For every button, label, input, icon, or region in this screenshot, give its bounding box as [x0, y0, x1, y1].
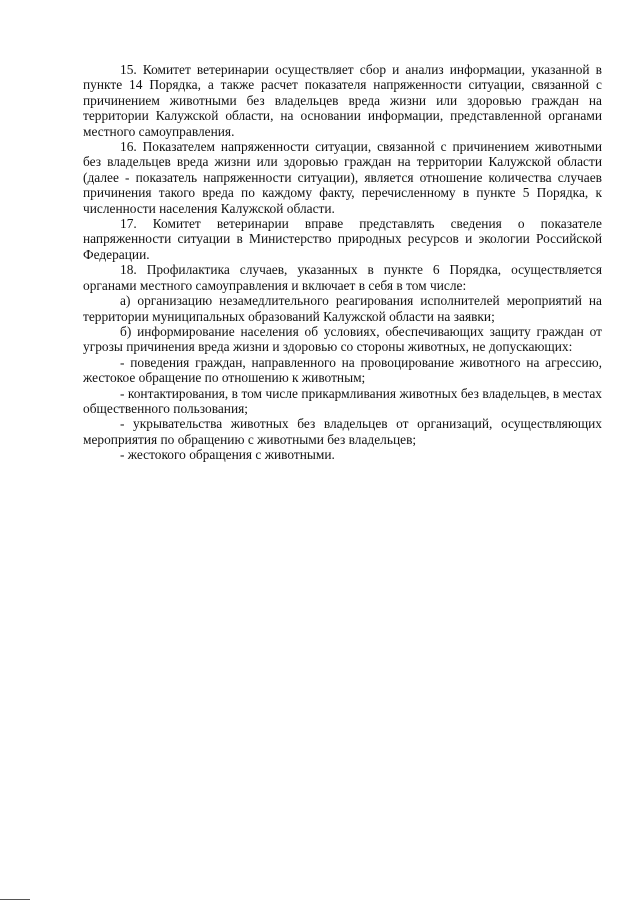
page-edge-mark [0, 899, 30, 900]
paragraph-15: 15. Комитет ветеринарии осуществляет сбор и анализ информации, указанной в пункте 14 Порядка, а также расчет показателя напряженности ситуации, связанной с причинением животными без владельцев вреда жизни или здоровью граждан на территории Калужской области, на основании информации, представленной органами местного самоуправления. [83, 62, 602, 139]
list-item-a: а) организацию незамедлительного реагирования исполнителей мероприятий на территории муниципальных образований Калужской области на заявки; [83, 293, 602, 324]
dash-item-cruelty: - жестокого обращения с животными. [120, 447, 335, 463]
paragraph-18: 18. Профилактика случаев, указанных в пункте 6 Порядка, осуществляется органами местного самоуправления и включает в себя в том числе: [83, 262, 602, 293]
dash-item-harboring: - укрывательства животных без владельцев от организаций, осуществляющих мероприятия по обращению с животными без владельцев; [83, 416, 602, 447]
paragraph-16: 16. Показателем напряженности ситуации, связанной с причинением животными без владельцев вреда жизни или здоровью граждан на территории Калужской области (далее - показатель напряженности ситуации), является отношение количества случаев причинения такого вреда по каждому факту, перечисленному в пункте 5 Порядка, к численности населения Калужской области. [83, 139, 602, 216]
document-body [83, 62, 602, 463]
paragraph-17: 17. Комитет ветеринарии вправе представлять сведения о показателе напряженности ситуации в Министерство природных ресурсов и экологии Российской Федерации. [83, 216, 602, 262]
dash-item-behavior: - поведения граждан, направленного на провоцирование животного на агрессию, жестокое обращение по отношению к животным; [83, 354, 602, 386]
list-item-b: б) информирование населения об условиях, обеспечивающих защиту граждан от угрозы причинения вреда жизни и здоровью со стороны животных, не допускающих: [83, 323, 602, 355]
dash-item-contact: - контактирования, в том числе прикармливания животных без владельцев, в местах общественного пользования; [83, 385, 602, 416]
